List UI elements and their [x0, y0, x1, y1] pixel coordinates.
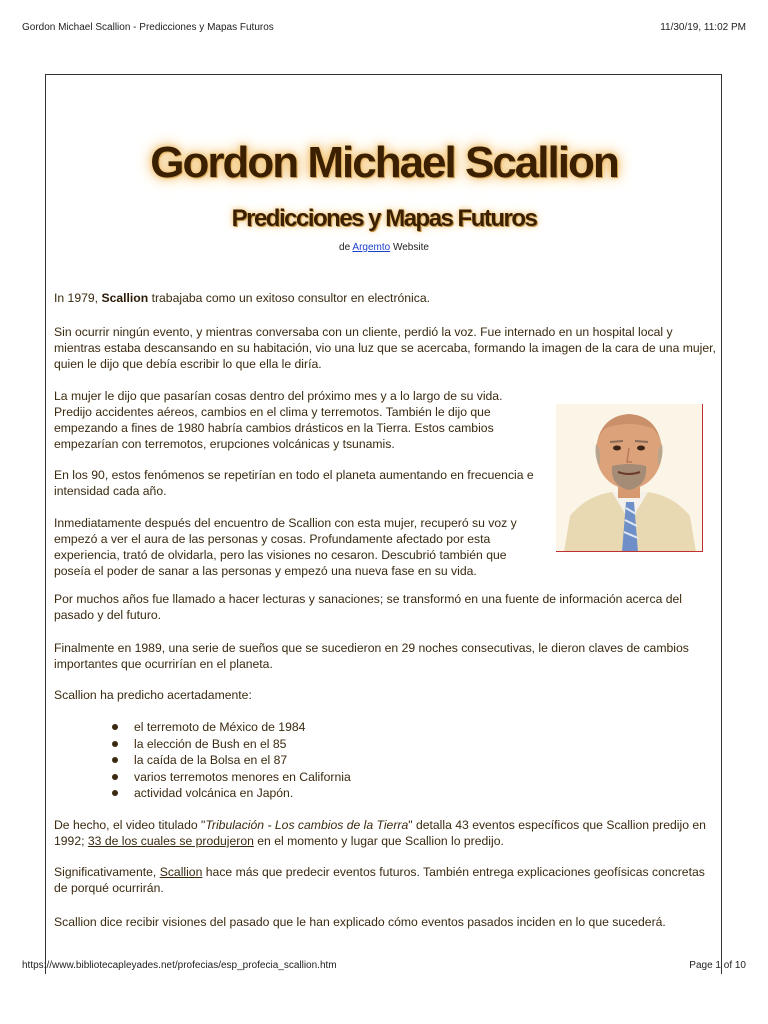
list-item: actividad volcánica en Japón. [110, 785, 351, 802]
list-item: la elección de Bush en el 85 [110, 736, 351, 753]
article-title: Gordon Michael Scallion [150, 138, 618, 187]
print-footer [22, 960, 746, 974]
p9-text-b: " detalla 43 eventos específicos que Scallion predijo en 1992; [54, 818, 706, 848]
byline-suffix: Website [392, 242, 429, 253]
paragraph-2: Sin ocurrir ningún evento, y mientras conversaba con un cliente, perdió la voz. Fue internado en un hospital local y mientras estaba descansando en su habitación, vio una luz que se acercaba, formando la imagen de la cara de una mujer, quien le dijo que debía escribir lo que ella le diría. [54, 325, 716, 371]
paragraph-10 [54, 864, 720, 896]
paragraph-intro [54, 290, 720, 306]
p9-text-a: De hecho, el video titulado " [54, 818, 206, 832]
print-url: https://www.bibliotecapleyades.net/profecias/esp_profecia_scallion.htm [22, 960, 337, 971]
byline [0, 242, 768, 253]
list-item: la caída de la Bolsa en el 87 [110, 752, 351, 769]
paragraph-11: Scallion dice recibir visiones del pasado que le han explicado cómo eventos pasados inciden en lo que sucederá. [54, 915, 666, 929]
print-header [22, 22, 746, 36]
article-subtitle: Predicciones y Mapas Futuros [231, 205, 537, 232]
p9-video-title: Tribulación - Los cambios de la Tierra [205, 818, 409, 832]
predictions-list [110, 719, 351, 802]
intro-text-pre: In 1979, [54, 291, 99, 305]
print-page-title: Gordon Michael Scallion - Predicciones y Mapas Futuros [22, 22, 274, 33]
paragraph-3: La mujer le dijo que pasarían cosas dentro del próximo mes y a lo largo de su vida. Predijo accidentes aéreos, cambios en el clima y terremotos. También le dijo que empezando a fines de 1980 habría cambios drásticos en la Tierra. Estos cambios empezarían con terremotos, erupciones volcánicas y tsunamis. [54, 389, 503, 451]
list-item: varios terremotos menores en California [110, 769, 351, 786]
paragraph-8: Scallion ha predicho acertadamente: [54, 688, 252, 702]
paragraph-4: En los 90, estos fenómenos se repetirían en todo el planeta aumentando en frecuencia e intensidad cada año. [54, 468, 534, 498]
events-occurred-link[interactable]: 33 de los cuales se produjeron [87, 834, 254, 848]
portrait-photo [556, 404, 703, 552]
byline-author-link[interactable]: Argemto [352, 242, 391, 253]
intro-text-post: trabajaba como un exitoso consultor en electrónica. [151, 291, 431, 305]
paragraph-5: Inmediatamente después del encuentro de Scallion con esta mujer, recuperó su voz y empezó a ver el aura de las personas y cosas. Profundamente afectado por esta experiencia, trató de olvidarla, pero las visiones no cesaron. Descubrió también que poseía el poder de sanar a las personas y empezó una nueva fase en su vida. [54, 516, 517, 578]
portrait-illustration [556, 404, 703, 552]
paragraph-6: Por muchos años fue llamado a hacer lecturas y sanaciones; se transformó en una fuente de información acerca del pasado y del futuro. [54, 592, 683, 622]
p9-text-c: en el momento y lugar que Scallion lo predijo. [257, 834, 504, 848]
byline-prefix: de [339, 242, 351, 253]
intro-name-bold: Scallion [101, 291, 149, 305]
p10-text-a: Significativamente, [54, 865, 157, 879]
print-page-number: Page 1 of 10 [689, 960, 746, 971]
p10-text-b: hace más que predecir eventos futuros. También entrega explicaciones geofísicas concretas de porqué ocurrirán. [54, 865, 705, 895]
print-datetime: 11/30/19, 11:02 PM [660, 22, 746, 33]
list-item: el terremoto de México de 1984 [110, 719, 351, 736]
paragraph-7: Finalmente en 1989, una serie de sueños que se sucedieron en 29 noches consecutivas, le dieron claves de cambios importantes que ocurrirían en el planeta. [54, 641, 689, 671]
scallion-link[interactable]: Scallion [159, 865, 203, 879]
paragraph-9 [54, 817, 720, 849]
